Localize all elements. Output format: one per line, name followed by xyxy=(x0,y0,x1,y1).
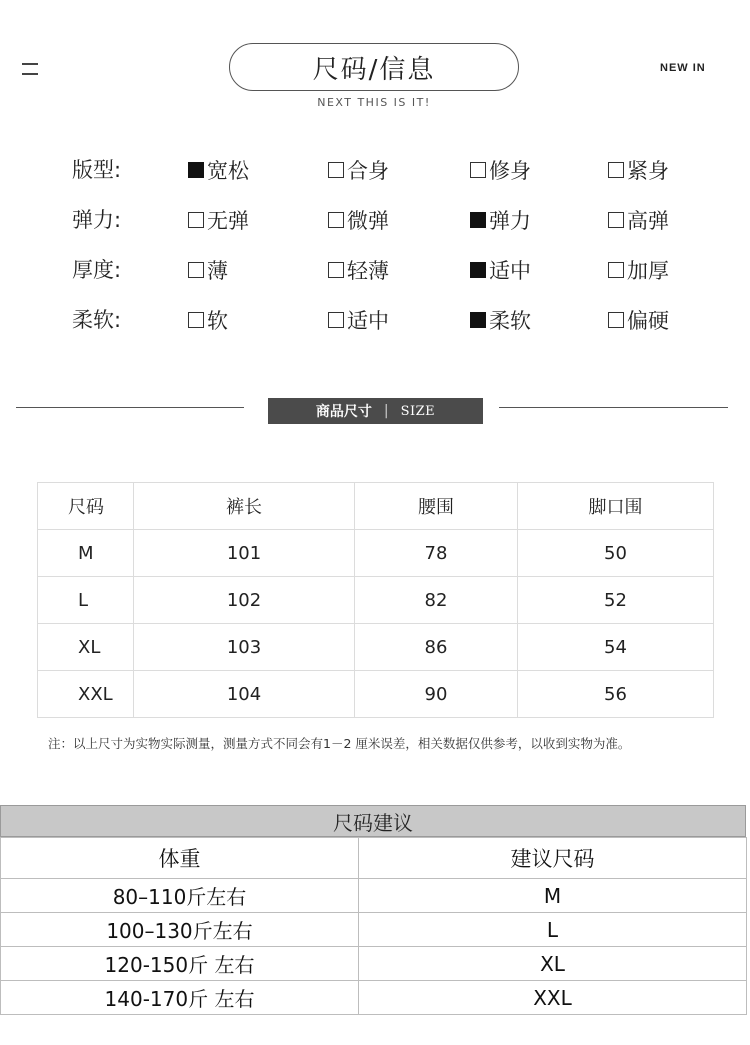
recommendation-title: 尺码建议 xyxy=(0,805,746,837)
table-row xyxy=(38,671,714,718)
recommendation-table xyxy=(0,837,747,1015)
table-cell: 52 xyxy=(518,577,714,624)
table-cell: XXL xyxy=(359,981,747,1015)
table-cell: 103 xyxy=(134,624,355,671)
table-cell: L xyxy=(359,913,747,947)
table-cell: 78 xyxy=(355,530,518,577)
checkbox-empty-icon xyxy=(188,312,204,328)
table-cell: L xyxy=(38,577,134,624)
page-subtitle: NEXT THIS IS IT! xyxy=(317,96,431,109)
attr-option: 修身 xyxy=(470,150,531,190)
divider-right xyxy=(499,407,728,408)
table-row xyxy=(38,530,714,577)
table-cell: XL xyxy=(359,947,747,981)
attr-row-fit xyxy=(0,150,750,190)
attr-option: 微弹 xyxy=(328,200,389,240)
checkbox-checked-icon xyxy=(470,212,486,228)
page-title: 尺码/信息 xyxy=(229,43,519,91)
attr-option: 合身 xyxy=(328,150,389,190)
column-header: 尺码 xyxy=(38,483,134,530)
table-row xyxy=(1,913,747,947)
table-row xyxy=(38,577,714,624)
attr-row-softness xyxy=(0,300,750,340)
table-row xyxy=(38,624,714,671)
table-row xyxy=(1,981,747,1015)
table-header-row xyxy=(38,483,714,530)
checkbox-empty-icon xyxy=(608,262,624,278)
checkbox-empty-icon xyxy=(470,162,486,178)
attr-label: 版型: xyxy=(72,158,122,182)
measurement-note: 注：以上尺寸为实物实际测量，测量方式不同会有1－2 厘米误差，相关数据仅供参考，以收到实物为准。 xyxy=(48,736,631,751)
table-cell: 80–110斤左右 xyxy=(1,879,359,913)
column-header: 裤长 xyxy=(134,483,355,530)
table-cell: XXL xyxy=(38,671,134,718)
attr-label: 厚度: xyxy=(72,258,122,282)
column-header: 体重 xyxy=(1,838,359,879)
divider-left xyxy=(16,407,244,408)
table-cell: M xyxy=(38,530,134,577)
attr-option: 偏硬 xyxy=(608,300,669,340)
table-cell: 120-150斤 左右 xyxy=(1,947,359,981)
checkbox-empty-icon xyxy=(608,212,624,228)
new-in-badge: NEW IN xyxy=(660,62,706,74)
attr-label: 弹力: xyxy=(72,208,122,232)
checkbox-checked-icon xyxy=(188,162,204,178)
table-cell: 140-170斤 左右 xyxy=(1,981,359,1015)
table-cell: 101 xyxy=(134,530,355,577)
attr-row-thickness xyxy=(0,250,750,290)
attr-option: 紧身 xyxy=(608,150,669,190)
table-cell: 104 xyxy=(134,671,355,718)
table-cell: 50 xyxy=(518,530,714,577)
table-cell: 86 xyxy=(355,624,518,671)
attr-option: 轻薄 xyxy=(328,250,389,290)
size-recommendation xyxy=(0,805,746,1015)
attr-option: 柔软 xyxy=(470,300,531,340)
attr-option: 薄 xyxy=(188,250,228,290)
table-row xyxy=(1,947,747,981)
attr-label: 柔软: xyxy=(72,308,122,332)
table-cell: M xyxy=(359,879,747,913)
attr-option: 适中 xyxy=(470,250,531,290)
attr-option: 无弹 xyxy=(188,200,249,240)
attr-option: 加厚 xyxy=(608,250,669,290)
checkbox-checked-icon xyxy=(470,312,486,328)
checkbox-empty-icon xyxy=(328,262,344,278)
attr-option: 高弹 xyxy=(608,200,669,240)
column-header: 腰围 xyxy=(355,483,518,530)
table-cell: 54 xyxy=(518,624,714,671)
checkbox-empty-icon xyxy=(608,312,624,328)
checkbox-empty-icon xyxy=(328,312,344,328)
checkbox-empty-icon xyxy=(188,262,204,278)
table-cell: XL xyxy=(38,624,134,671)
table-cell: 82 xyxy=(355,577,518,624)
checkbox-empty-icon xyxy=(608,162,624,178)
table-cell: 56 xyxy=(518,671,714,718)
table-header-row xyxy=(1,838,747,879)
checkbox-empty-icon xyxy=(328,162,344,178)
table-cell: 90 xyxy=(355,671,518,718)
size-section-banner: 商品尺寸 | SIZE xyxy=(268,398,483,424)
attr-option: 宽松 xyxy=(188,150,249,190)
attr-option: 适中 xyxy=(328,300,389,340)
attr-option: 弹力 xyxy=(470,200,531,240)
table-cell: 100–130斤左右 xyxy=(1,913,359,947)
attr-option: 软 xyxy=(188,300,228,340)
checkbox-empty-icon xyxy=(328,212,344,228)
menu-icon[interactable] xyxy=(22,63,38,75)
checkbox-empty-icon xyxy=(188,212,204,228)
attr-row-elasticity xyxy=(0,200,750,240)
size-table xyxy=(37,482,714,718)
checkbox-checked-icon xyxy=(470,262,486,278)
column-header: 建议尺码 xyxy=(359,838,747,879)
table-cell: 102 xyxy=(134,577,355,624)
table-row xyxy=(1,879,747,913)
column-header: 脚口围 xyxy=(518,483,714,530)
